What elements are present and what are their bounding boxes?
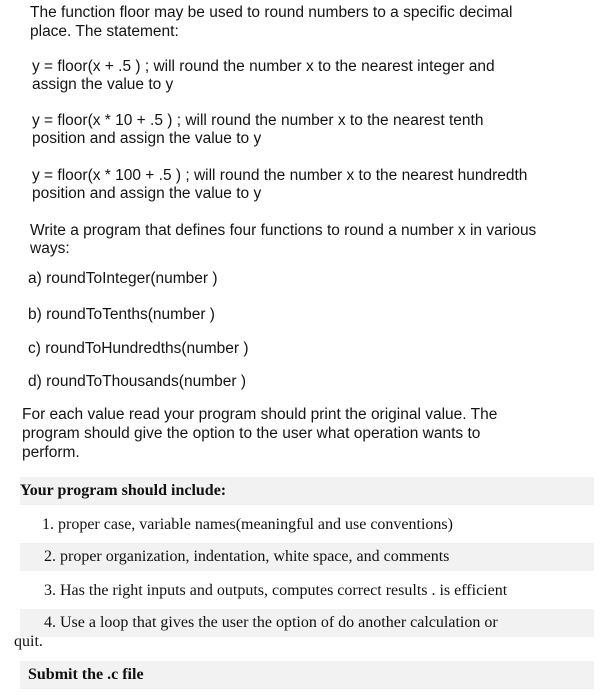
submit-instruction: Submit the .c file [28, 666, 144, 683]
statement-tenth-line-2: position and assign the value to y [32, 130, 262, 147]
function-item-a: a) roundToInteger(number ) [28, 270, 218, 287]
function-item-d: d) roundToThousands(number ) [28, 373, 246, 390]
requirement-item-4-continued: quit. [14, 633, 43, 650]
task-line-2: ways: [30, 240, 70, 257]
requirement-item-3: 3. Has the right inputs and outputs, computes correct results . is efficient [44, 582, 508, 599]
function-item-b: b) roundToTenths(number ) [28, 306, 215, 323]
intro-line-2: place. The statement: [30, 23, 179, 40]
statement-hundredth-line-2: position and assign the value to y [32, 185, 262, 202]
requirement-item-2: 2. proper organization, indentation, white space, and comments [44, 548, 450, 565]
statement-hundredth-line-1: y = floor(x * 100 + .5 ) ; will round the number x to the nearest hundredth [32, 167, 528, 184]
instructions-line-1: For each value read your program should print the original value. The [22, 406, 498, 423]
requirement-item-1: 1. proper case, variable names(meaningful and use conventions) [42, 516, 453, 533]
instructions-line-2: program should give the option to the user what operation wants to [22, 425, 481, 442]
statement-integer-line-2: assign the value to y [32, 76, 174, 93]
requirement-item-4: 4. Use a loop that gives the user the option of do another calculation or [44, 614, 498, 631]
task-line-1: Write a program that defines four functions to round a number x in various [30, 222, 537, 239]
requirements-heading: Your program should include: [20, 482, 227, 499]
instructions-line-3: perform. [22, 444, 80, 461]
function-item-c: c) roundToHundredths(number ) [28, 340, 249, 357]
intro-line-1: The function floor may be used to round numbers to a specific decimal [30, 4, 513, 21]
statement-integer-line-1: y = floor(x + .5 ) ; will round the number x to the nearest integer and [32, 58, 495, 75]
statement-tenth-line-1: y = floor(x * 10 + .5 ) ; will round the number x to the nearest tenth [32, 112, 484, 129]
